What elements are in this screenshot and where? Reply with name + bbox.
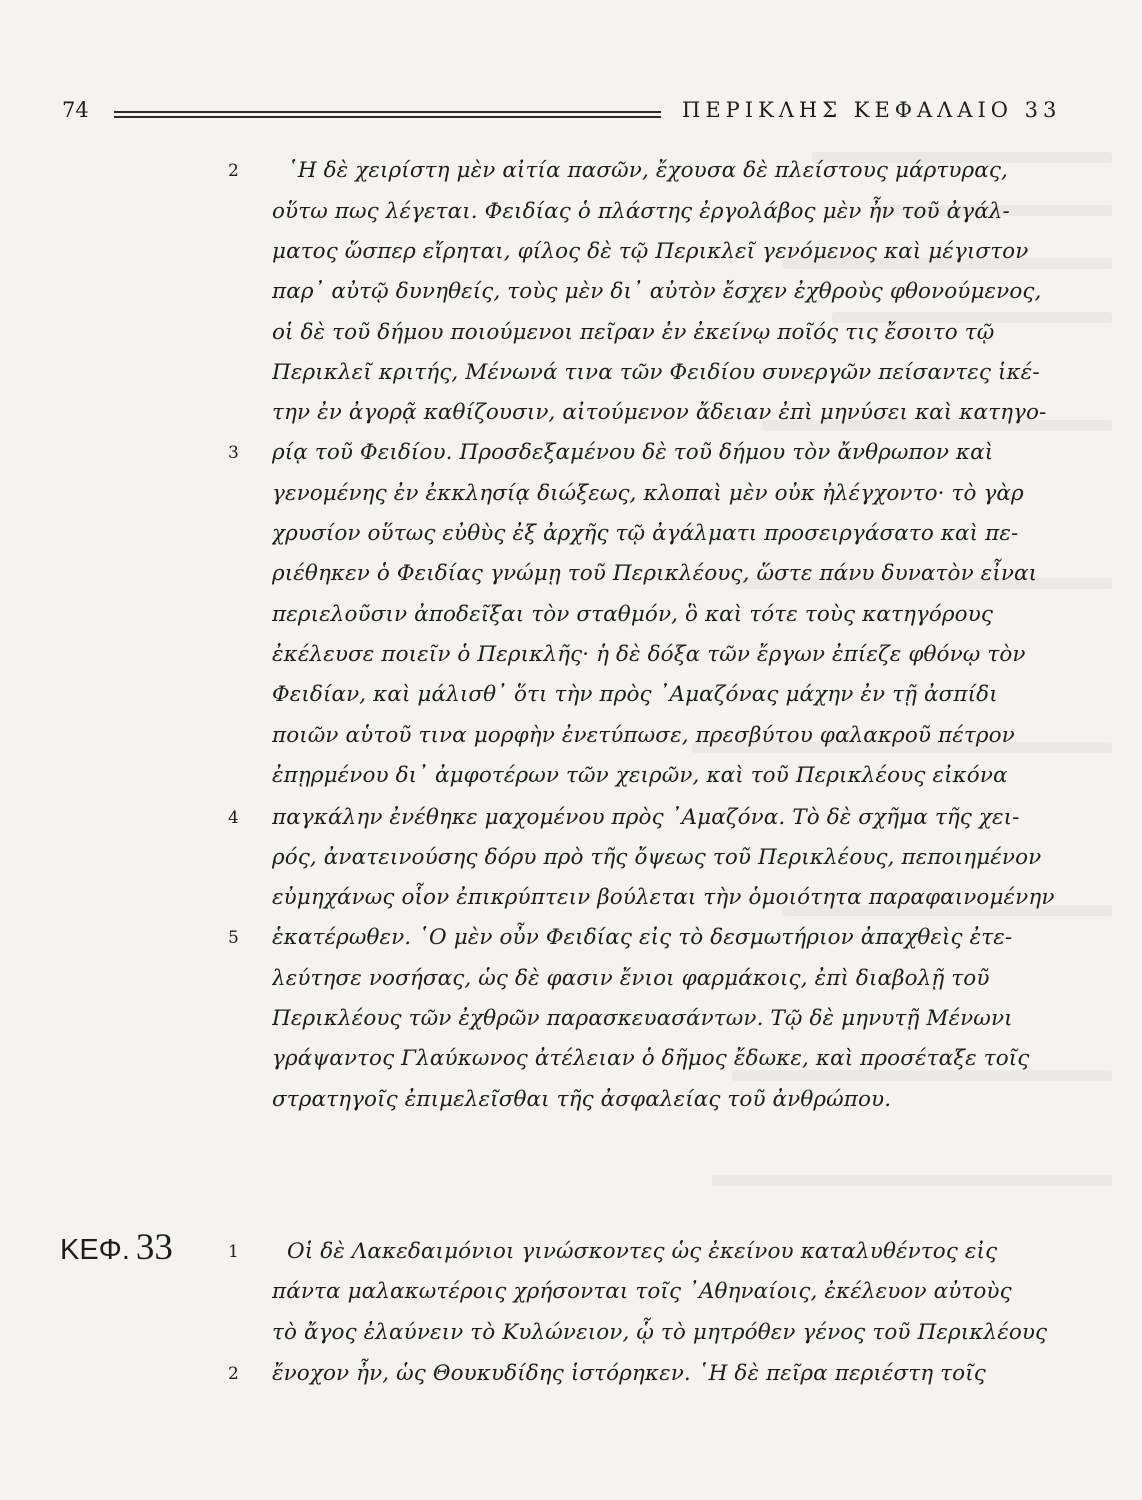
text-line: περιελοῦσιν ἀποδεῖξαι τὸν σταθμόν, ὃ καὶ τότε τοὺς κατηγόρους — [272, 602, 994, 627]
text-line: ἐπῃρμένου δι᾽ ἀμφοτέρων τῶν χειρῶν, καὶ τοῦ Περικλέους εἰκόνα — [272, 763, 1008, 788]
text-line: ματος ὥσπερ εἴρηται, φίλος δὲ τῷ Περικλεῖ γενόμενος καὶ μέγιστον — [272, 239, 1029, 264]
running-head: ΠΕΡΙΚΛΗΣ ΚΕΦΑΛΑΙΟ 33 — [682, 98, 1062, 122]
text-line: εὐμηχάνως οἷον ἐπικρύπτειν βούλεται τὴν ὁμοιότητα παραφαινομένην — [272, 885, 1055, 910]
text-line: ῾Η δὲ χειρίστη μὲν αἰτία πασῶν, ἔχουσα δὲ πλείστους μάρτυρας, — [287, 158, 1008, 183]
paragraph-number: 1 — [228, 1242, 239, 1262]
chapter-marker — [60, 1228, 173, 1270]
text-line: γράψαντος Γλαύκωνος ἀτέλειαν ὁ δῆμος ἔδωκε, καὶ προσέταξε τοῖς — [272, 1046, 1030, 1071]
text-line: πάντα μαλακωτέροις χρήσονται τοῖς ᾽Αθηναίοις, ἐκέλευον αὐτοὺς — [272, 1279, 1012, 1304]
text-line: ρίᾳ τοῦ Φειδίου. Προσδεξαμένου δὲ τοῦ δήμου τὸν ἄνθρωπον καὶ — [272, 440, 994, 465]
text-line: Περικλεῖ κριτής, Μένωνά τινα τῶν Φειδίου συνεργῶν πείσαντες ἱκέ- — [272, 360, 1040, 385]
text-line: γενομένης ἐν ἐκκλησίᾳ διώξεως, κλοπαὶ μὲν οὐκ ἠλέγχοντο· τὸ γὰρ — [272, 481, 1024, 506]
text-line: ἑκατέρωθεν. ῾Ο μὲν οὖν Φειδίας εἰς τὸ δεσμωτήριον ἀπαχθεὶς ἐτε- — [272, 925, 1013, 950]
text-line: Περικλέους τῶν ἐχθρῶν παρασκευασάντων. Τῷ δὲ μηνυτῇ Μένωνι — [272, 1006, 1013, 1031]
page-number: 74 — [62, 98, 89, 122]
text-line: στρατηγοῖς ἐπιμελεῖσθαι τῆς ἀσφαλείας τοῦ ἀνθρώπου. — [272, 1087, 892, 1112]
text-line: οὕτω πως λέγεται. Φειδίας ὁ πλάστης ἐργολάβος μὲν ἦν τοῦ ἀγάλ- — [272, 199, 1010, 224]
chapter-marker-number: 33 — [135, 1227, 173, 1268]
paragraph-number: 3 — [228, 443, 239, 463]
text-line: οἱ δὲ τοῦ δήμου ποιούμενοι πεῖραν ἐν ἐκείνῳ ποῖός τις ἔσοιτο τῷ — [272, 320, 995, 345]
page-header — [62, 97, 1062, 131]
header-rule — [114, 111, 661, 121]
paragraph-number: 2 — [228, 161, 239, 181]
text-line: παγκάλην ἐνέθηκε μαχομένου πρὸς ᾽Αμαζόνα. Τὸ δὲ σχῆμα τῆς χει- — [272, 805, 1020, 830]
text-line: χρυσίον οὕτως εὐθὺς ἐξ ἀρχῆς τῷ ἀγάλματι προσειργάσατο καὶ πε- — [272, 521, 1019, 546]
text-line: ριέθηκεν ὁ Φειδίας γνώμῃ τοῦ Περικλέους, ὥστε πάνυ δυνατὸν εἶναι — [272, 561, 1038, 586]
text-line: ἐκέλευσε ποιεῖν ὁ Περικλῆς· ἡ δὲ δόξα τῶν ἔργων ἐπίεζε φθόνῳ τὸν — [272, 642, 1026, 667]
text-line: ἔνοχον ἦν, ὡς Θουκυδίδης ἱστόρηκεν. ῾Η δὲ πεῖρα περιέστη τοῖς — [272, 1361, 986, 1386]
paragraph-number: 5 — [228, 928, 239, 948]
text-line: ρός, ἀνατεινούσης δόρυ πρὸ τῆς ὄψεως τοῦ Περικλέους, πεποιημένον — [272, 845, 1042, 870]
text-line: λεύτησε νοσήσας, ὡς δὲ φασιν ἔνιοι φαρμάκοις, ἐπὶ διαβολῇ τοῦ — [272, 966, 990, 991]
paragraph-number: 4 — [228, 808, 239, 828]
paragraph-number: 2 — [228, 1364, 239, 1384]
text-line: τὸ ἄγος ἐλαύνειν τὸ Κυλώνειον, ᾧ τὸ μητρόθεν γένος τοῦ Περικλέους — [272, 1320, 1048, 1345]
text-line: παρ᾽ αὐτῷ δυνηθείς, τοὺς μὲν δι᾽ αὐτὸν ἔσχεν ἐχθροὺς φθονούμενος, — [272, 279, 1042, 304]
text-line: την ἐν ἀγορᾷ καθίζουσιν, αἰτούμενον ἄδειαν ἐπὶ μηνύσει καὶ κατηγο- — [272, 400, 1047, 425]
text-line: Οἱ δὲ Λακεδαιμόνιοι γινώσκοντες ὡς ἐκείνου καταλυθέντος εἰς — [287, 1239, 998, 1264]
text-line: ποιῶν αὑτοῦ τινα μορφὴν ἐνετύπωσε, πρεσβύτου φαλακροῦ πέτρον — [272, 723, 1015, 748]
text-line: Φειδίαν, καὶ μάλισθ᾽ ὅτι τὴν πρὸς ᾽Αμαζόνας μάχην ἐν τῇ ἀσπίδι — [272, 682, 998, 707]
chapter-marker-prefix: ΚΕΦ. — [60, 1234, 130, 1266]
